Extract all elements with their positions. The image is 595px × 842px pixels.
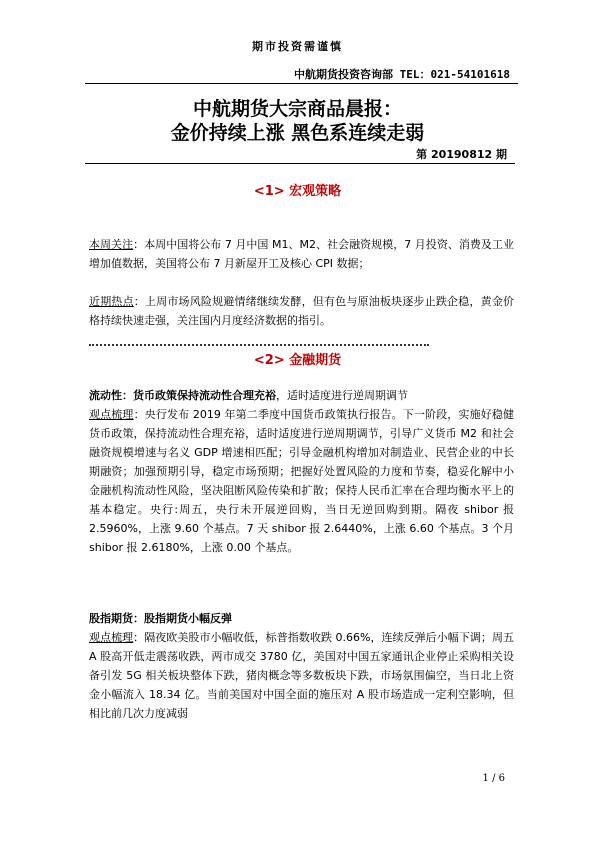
label-recent-hotspot: 近期热点 bbox=[89, 295, 134, 308]
block-liquidity bbox=[89, 386, 514, 557]
page-number: 1 / 6 bbox=[482, 773, 505, 784]
block-stock-index bbox=[89, 609, 514, 723]
frame-top-rule bbox=[85, 163, 515, 164]
label-liquidity-view: 观点梳理 bbox=[89, 408, 134, 421]
header-rule bbox=[85, 83, 518, 84]
section-heading-financial-futures: <2> 金融期货 bbox=[253, 353, 342, 368]
text-week-focus: ：本周中国将公布 7 月中国 M1、M2、社会融资规模，7 月投资、消费及工业增加值数据，美国将公布 7 月新屋开工及核心 CPI 数据； bbox=[89, 238, 514, 270]
paragraph-week-focus bbox=[89, 235, 514, 273]
headline-stock-index: 股指期货：股指期货小幅反弹 bbox=[89, 612, 232, 625]
section-heading-macro: <1> 宏观策略 bbox=[253, 184, 342, 199]
risk-warning: 期市投资需谨慎 bbox=[252, 40, 343, 53]
label-week-focus: 本周关注 bbox=[89, 238, 134, 251]
text-recent-hotspot: ：上周市场风险规避情绪继续发酵，但有色与原油板块逐步止跌企稳，黄金价格持续快速走强，关注国内月度经济数据的指引。 bbox=[89, 295, 515, 327]
text-stock-index-view: ：隔夜欧美股市小幅收低，标普指数收跌 0.66%，连续反弹后小幅下调；周五 A 股高开低走震荡收跌，两市成交 3780 亿，美国对中国五家通讯企业停止采购相关设备引发 5G 相关板块整体下跌，猪肉概念等多数板块下跌，市场氛围偏空，当日北上资金小幅流入 18.34 亿。当前美国对中国全面的施压对 A 股市场造成一定利空影响，但相比前几次力度减弱 bbox=[89, 631, 514, 720]
text-liquidity-view: ：央行发布 2019 年第二季度中国货币政策执行报告。下一阶段，实施好稳健货币政策，保持流动性合理充裕，适时适度进行逆周期调节，引导广义货币 M2 和社会融资规模增速与名义 GDP 增速相匹配；引导金融机构增加对制造业、民营企业的中长期融资；加强预期引导，稳定市场预期；把握好处置风险的力度和节奏，稳妥化解中小金融机构流动性风险，坚决阻断风险传染和扩散；保持人民币汇率在合理均衡水平上的基本稳定。央行:周五，央行未开展逆回购，当日无逆回购到期。隔夜 shibor 报 2.5960%，上涨 9.60 个基点。7 天 shibor 报 2.6440%，上涨 6.60 个基点。3 个月 shibor 报 2.6180%，上涨 0.00 个基点。 bbox=[89, 408, 514, 554]
issue-number: 第 20190812 期 bbox=[416, 148, 507, 161]
label-stock-index-view: 观点梳理 bbox=[89, 631, 134, 644]
paragraph-recent-hotspot bbox=[89, 292, 514, 330]
report-title-line2: 金价持续上涨 黑色系连续走弱 bbox=[170, 122, 425, 144]
company-contact: 中航期货投资咨询部 TEL：021-54101618 bbox=[294, 68, 510, 81]
headline-liquidity: 流动性：货币政策保持流动性合理充裕，适时适度进行逆周期调节 bbox=[89, 389, 408, 402]
section-divider bbox=[89, 344, 429, 346]
report-title-line1: 中航期货大宗商品晨报： bbox=[192, 98, 402, 120]
